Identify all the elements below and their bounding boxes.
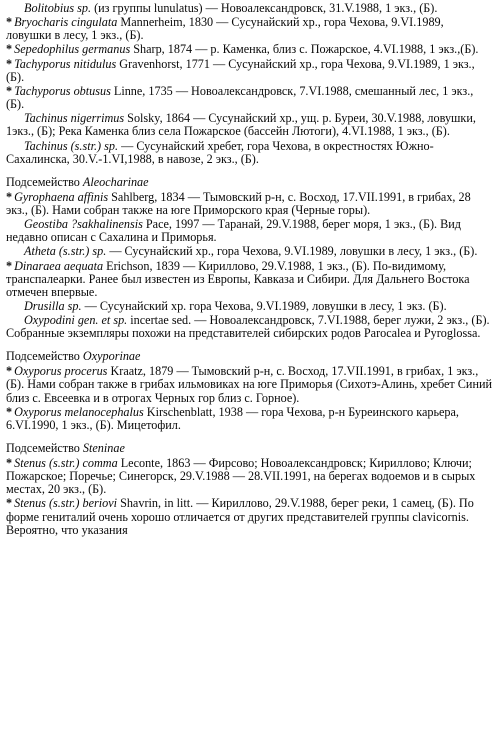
entry-text: Solsky, 1864 — Сусунайский хр., ущ. р. Буреи, 30.V.1988, ловушки, 1экз., (Б); Река Каменка близ села Пожарское (бассейн Лютоги), 4.VI.1988, 1 экз., (Б).	[6, 111, 476, 139]
entry-text: Mannerheim, 1830 — Сусунайский хр., гора Чехова, 9.VI.1989, ловушки в лесу, 1 экз., (Б).	[6, 15, 444, 43]
species-entry	[6, 260, 492, 299]
new-record-marker: *	[6, 42, 13, 57]
entry-text: (из группы lunulatus) — Новоалександровск, 31.V.1988, 1 экз., (Б).	[91, 1, 438, 15]
subfamily-name: Oxyporinae	[82, 349, 141, 364]
entry-text: Erichson, 1839 — Кириллово, 29.V.1988, 1 экз., (Б). По-видимому, транспалеарки. Ранее был известен из Европы, Кавказа и Сибири. Для Дальнего Востока отмечен впервые.	[6, 258, 470, 299]
new-record-marker: *	[6, 496, 13, 511]
species-name: Drusilla sp.	[24, 298, 82, 313]
entry-text: Sharp, 1874 — р. Каменка, близ с. Пожарское, 4.VI.1988, 1 экз.,(Б).	[130, 42, 479, 57]
species-entry	[6, 497, 492, 536]
species-name: Stenus (s.str.) comma	[14, 456, 118, 471]
species-entry	[6, 406, 492, 432]
new-record-marker: *	[6, 456, 13, 471]
entry-text: Kirschenblatt, 1938 — гора Чехова, р-н Буреинского карьера, 6.VI.1990, 1 экз., (Б). Мицетофил.	[6, 404, 459, 432]
species-name: Oxyporus melanocephalus	[14, 404, 144, 419]
subfamily-heading	[6, 350, 492, 363]
species-name: Dinaraea aequata	[14, 258, 104, 273]
species-entry	[6, 457, 492, 496]
species-entry	[6, 218, 492, 244]
species-name: Tachinus nigerrimus	[24, 111, 125, 126]
entry-text: — Сусунайский хр., гора Чехова, 9.VI.1989, ловушки в лесу, 1 экз., (Б).	[106, 244, 478, 259]
species-name: Geostiba ?sakhalinensis	[24, 217, 143, 232]
new-record-marker: *	[6, 189, 13, 204]
species-name: Atheta (s.str.) sp.	[24, 244, 107, 259]
species-entry	[6, 191, 492, 217]
subfamily-label: Подсемейство	[6, 174, 83, 189]
species-name: Tachyporus obtusus	[14, 83, 111, 98]
entry-text: — Сусунайский хр. гора Чехова, 9.VI.1989, ловушки в лесу, 1 экз. (Б).	[81, 298, 447, 313]
subfamily-heading	[6, 176, 492, 189]
species-entry	[6, 16, 492, 42]
entry-text: Shavrin, in litt. — Кириллово, 29.V.1988, берег реки, 1 самец, (Б). По форме гениталий очень хорошо отличается от других представителей группы clavicornis. Вероятно, что указания	[6, 496, 474, 537]
entry-text: Pace, 1997 — Таранай, 29.V.1988, берег моря, 1 экз., (Б). Вид недавно описан с Сахалина и Приморья.	[6, 217, 461, 245]
new-record-marker: *	[6, 15, 13, 30]
species-entry	[6, 43, 492, 56]
species-entry	[6, 245, 492, 258]
new-record-marker: *	[6, 404, 13, 419]
subfamily-label: Подсемейство	[6, 349, 83, 364]
species-name: Stenus (s.str.) beriovi	[14, 496, 118, 511]
species-name: Oxyporus procerus	[14, 364, 108, 379]
species-entry	[6, 2, 492, 15]
species-entry	[6, 314, 492, 340]
entry-text: incertae sed. — Новоалександровск, 7.VI.1988, берег лужи, 2 экз., (Б). Собранные экземпляры похожи на представителей сибирских родов Parocalea и Pyroglossa.	[6, 313, 490, 341]
new-record-marker: *	[6, 56, 13, 71]
entry-text: — Сусунайский хребет, гора Чехова, в окрестностях Южно-Сахалинска, 30.V.-1.VI,1988, в навозе, 2 экз., (Б).	[6, 138, 434, 166]
species-entry	[6, 140, 492, 166]
entry-text: Kraatz, 1879 — Тымовский р-н, с. Восход, 17.VII.1991, в грибах, 1 экз., (Б). Нами собран также в грибах ильмовиках на юге Приморья (Сихотэ-Алинь, хребет Синий близ с. Евсеевка и в отрогах Черных гор близ с. Горное).	[6, 364, 493, 405]
new-record-marker: *	[6, 83, 13, 98]
species-name: Gyrophaena affinis	[14, 189, 109, 204]
entry-text: Gravenhorst, 1771 — Сусунайский хр., гора Чехова, 9.VI.1989, 1 экз., (Б).	[6, 56, 475, 84]
new-record-marker: *	[6, 364, 13, 379]
entry-text: Linne, 1735 — Новоалександровск, 7.VI.1988, смешанный лес, 1 экз., (Б).	[6, 83, 474, 112]
species-entry	[6, 365, 492, 404]
species-entry	[6, 85, 492, 111]
subfamily-name: Steninae	[82, 440, 125, 455]
species-name: Oxypodini gen. et sp.	[24, 313, 128, 328]
species-name: Tachinus (s.str.) sp.	[24, 138, 119, 153]
species-name: Sepedophilus germanus	[14, 42, 131, 57]
species-entry	[6, 300, 492, 313]
species-name: Bryocharis cingulata	[14, 15, 118, 30]
species-name: Tachyporus nitidulus	[14, 56, 117, 71]
entry-text: Leconte, 1863 — Фирсово; Новоалександровск; Кириллово; Ключи; Пожарское; Поречье; Синегорск, 29.V.1988 — 28.VII.1991, на берегах водоемов и в сырых местах, 20 экз., (Б).	[6, 456, 476, 497]
new-record-marker: *	[6, 258, 13, 273]
species-entry	[6, 112, 492, 138]
subfamily-name: Aleocharinae	[82, 174, 149, 189]
entry-text: Sahlberg, 1834 — Тымовский р-н, с. Восход, 17.VII.1991, в грибах, 28 экз., (Б). Нами собран также на юге Приморского края (Черные горы).	[6, 189, 471, 217]
species-name: Bolitobius sp.	[24, 1, 92, 15]
subfamily-heading	[6, 442, 492, 455]
subfamily-label: Подсемейство	[6, 440, 83, 455]
species-entry	[6, 58, 492, 84]
